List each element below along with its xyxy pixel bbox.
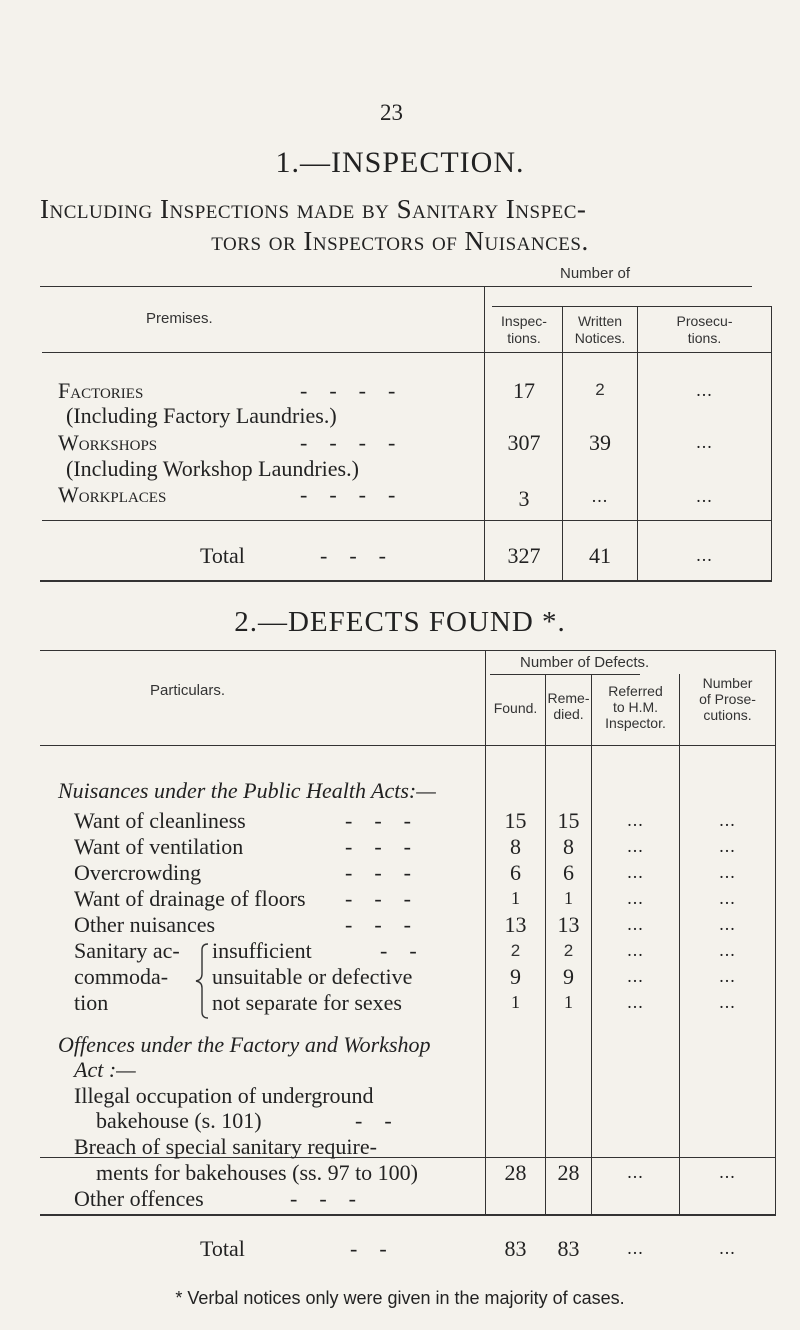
found-value: 6	[510, 860, 521, 885]
total-found: 83	[504, 1236, 527, 1261]
total-referred: ...	[627, 1238, 644, 1258]
leader-dashes: - - -	[345, 886, 411, 911]
leader-dashes: - - -	[345, 808, 411, 833]
total-inspections: 327	[507, 543, 541, 568]
workplaces-inspections: 3	[518, 486, 530, 511]
section-1-subtitle-line-2: tors or Inspectors of Nuisances.	[211, 226, 589, 256]
prosecutions-value: ...	[719, 836, 736, 856]
found-value: 2	[510, 941, 521, 960]
prosecutions-value: ...	[719, 992, 736, 1012]
found-value: 15	[504, 808, 527, 833]
referred-value: ...	[627, 810, 644, 830]
header-remedied: Reme- died.	[547, 690, 590, 722]
offence-text: bakehouse (s. 101)	[96, 1108, 262, 1133]
leader-dashes: - - - -	[300, 378, 396, 403]
sanitary-label-line-2: commoda-	[74, 964, 169, 989]
defect-label: Want of ventilation	[74, 834, 244, 859]
leader-dashes: - -	[350, 1236, 387, 1261]
referred-value: ...	[627, 888, 644, 908]
prosecutions-value: ...	[719, 862, 736, 882]
page-number: 23	[380, 100, 403, 125]
offence-text: Breach of special sanitary require-	[74, 1134, 377, 1159]
prosecutions-value: ...	[719, 810, 736, 830]
remedied-value: 15	[557, 808, 580, 833]
leader-dashes: - - - -	[300, 482, 396, 507]
defect-label: insufficient	[212, 938, 312, 963]
found-value: 1	[511, 888, 520, 908]
section-1-subtitle-line-1: Including Inspections made by Sanitary Inspec-	[40, 194, 587, 224]
offence-text: Illegal occupation of underground	[74, 1083, 374, 1108]
defect-label: Want of drainage of floors	[74, 886, 306, 911]
found-value: 9	[510, 964, 521, 989]
defect-label: not separate for sexes	[212, 990, 402, 1015]
remedied-value: 13	[557, 912, 580, 937]
remedied-value: 2	[563, 941, 574, 960]
workplaces-notices: ...	[591, 486, 609, 506]
factories-notices: 2	[595, 380, 605, 399]
section-1-title: 1.—INSPECTION.	[275, 146, 525, 179]
defect-label: Other nuisances	[74, 912, 216, 937]
referred-value: ...	[592, 1162, 679, 1183]
premises-factories: Factories	[58, 378, 144, 403]
remedied-value: 6	[563, 860, 574, 885]
leader-dashes: - - - -	[300, 430, 396, 455]
premises-factories-note: (Including Factory Laundries.)	[66, 403, 337, 428]
prosecutions-value: ...	[719, 966, 736, 986]
defect-label: unsuitable or defective	[212, 964, 413, 989]
header-prosecutions: Prosecu- tions.	[676, 313, 733, 346]
header-premises: Premises.	[146, 310, 213, 327]
referred-value: ...	[627, 940, 644, 960]
workshops-notices: 39	[589, 430, 611, 455]
group-heading-factory-act-line-2: Act :—	[74, 1057, 136, 1082]
referred-value: ...	[627, 836, 644, 856]
group-heading-public-health: Nuisances under the Public Health Acts:—	[58, 778, 436, 803]
workplaces-prosecutions: ...	[696, 486, 713, 506]
leader-dashes: - -	[380, 938, 417, 963]
defect-label: Want of cleanliness	[74, 808, 246, 833]
header-referred: Referred to H.M. Inspector.	[605, 683, 666, 731]
header-inspections: Inspec- tions.	[501, 313, 547, 346]
total-notices: 41	[589, 543, 611, 568]
found-value: 13	[504, 912, 527, 937]
sanitary-label-line-3: tion	[74, 990, 109, 1015]
remedied-value: 9	[563, 964, 574, 989]
workshops-inspections: 307	[507, 430, 541, 455]
total-label: Total	[200, 1236, 245, 1261]
leader-dashes: - - -	[345, 860, 411, 885]
premises-workplaces: Workplaces	[58, 482, 167, 507]
remedied-value: 8	[563, 834, 574, 859]
referred-value: ...	[627, 992, 644, 1012]
prosecutions-value: ...	[719, 940, 736, 960]
leader-dashes: - - -	[345, 912, 411, 937]
prosecutions-value: ...	[719, 888, 736, 908]
leader-dashes: - - -	[320, 543, 386, 568]
prosecutions-value: ...	[680, 1162, 775, 1183]
referred-value: ...	[627, 966, 644, 986]
premises-workshops: Workshops	[58, 430, 158, 455]
brace-icon	[194, 942, 210, 1020]
section-2-title: 2.—DEFECTS FOUND *.	[234, 606, 566, 638]
header-written-notices: Written Notices.	[574, 313, 626, 346]
offence-text: ments for bakehouses (ss. 97 to 100)	[96, 1160, 419, 1185]
header-number-of: Number of	[560, 265, 631, 282]
total-remedied: 83	[557, 1236, 580, 1261]
header-number-of-defects: Number of Defects.	[520, 654, 650, 671]
leader-dashes: - -	[355, 1108, 392, 1133]
total-label: Total	[200, 543, 245, 568]
leader-dashes: - - -	[290, 1186, 356, 1211]
prosecutions-value: ...	[719, 914, 736, 934]
offence-text: Other offences	[74, 1186, 204, 1211]
referred-value: ...	[627, 862, 644, 882]
total-prosecutions: ...	[719, 1238, 736, 1258]
header-found: Found.	[493, 700, 538, 716]
premises-workshops-note: (Including Workshop Laundries.)	[66, 456, 359, 481]
remedied-value: 1	[564, 992, 573, 1012]
factories-prosecutions: ...	[696, 380, 713, 400]
group-heading-factory-act-line-1: Offences under the Factory and Workshop	[58, 1032, 431, 1057]
defect-label: Overcrowding	[74, 860, 202, 885]
found-value: 8	[510, 834, 521, 859]
found-value: 1	[511, 992, 520, 1012]
found-value: 28	[486, 1160, 545, 1186]
footnote: * Verbal notices only were given in the majority of cases.	[175, 1288, 625, 1308]
referred-value: ...	[627, 914, 644, 934]
leader-dashes: - - -	[345, 834, 411, 859]
workshops-prosecutions: ...	[696, 432, 713, 452]
header-number-of-prosecutions: Number of Prose- cutions.	[699, 675, 756, 723]
sanitary-label-line-1: Sanitary ac-	[74, 938, 180, 963]
remedied-value: 1	[564, 888, 573, 908]
remedied-value: 28	[546, 1160, 591, 1186]
header-particulars: Particulars.	[150, 682, 226, 699]
factories-inspections: 17	[513, 378, 535, 403]
total-prosecutions: ...	[696, 545, 713, 565]
